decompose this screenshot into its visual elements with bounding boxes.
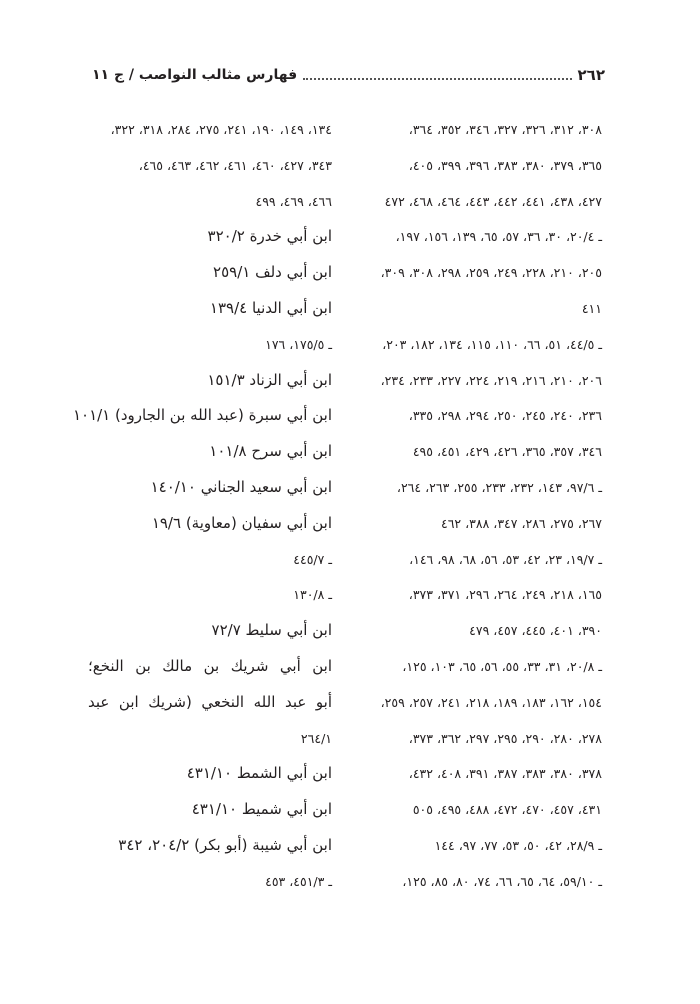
index-entry-line: ٢٦٤/١ — [300, 730, 332, 746]
index-entry-line: ٤٦٦، ٤٦٩، ٤٩٩ — [255, 193, 332, 209]
index-entry-name: ابن أبي الشمط ٤٣١/١٠ — [186, 764, 332, 783]
index-column-right — [352, 112, 602, 900]
index-entry-name: ابن أبي خدرة ٣٢٠/٢ — [207, 227, 332, 246]
index-entry-line: ٤٢٧، ٤٣٨، ٤٤١، ٤٤٢، ٤٤٣، ٤٦٤، ٤٦٨، ٤٧٢ — [384, 193, 602, 209]
index-entry-name: ابن أبي سرح ١٠١/٨ — [209, 442, 332, 461]
index-entry-line: ـ ٢٠/٤، ٣٠، ٣٦، ٥٧، ٦٥، ١٣٩، ١٥٦، ١٩٧، — [395, 229, 602, 245]
dotted-leader — [303, 78, 571, 80]
index-entry-line: ٣٩٠، ٤٠١، ٤٤٥، ٤٥٧، ٤٧٩ — [469, 623, 602, 639]
index-entry-line: ٤٣١، ٤٥٧، ٤٧٠، ٤٧٢، ٤٨٨، ٤٩٥، ٥٠٥ — [412, 802, 602, 818]
index-entry-line: ـ ١٩/٧، ٢٣، ٤٢، ٥٣، ٥٦، ٦٨، ٩٨، ١٤٦، — [409, 551, 602, 567]
index-entry-line: ٣٦٥، ٣٧٩، ٣٨٠، ٣٨٣، ٣٩٦، ٣٩٩، ٤٠٥، — [408, 157, 602, 173]
index-entry-line: ـ ٢٨/٩، ٤٢، ٥٠، ٥٣، ٧٧، ٩٧، ١٤٤ — [434, 837, 602, 853]
index-entry-line: ـ ٢٠/٨، ٣١، ٣٣، ٥٥، ٥٦، ٦٥، ١٠٣، ١٢٥، — [402, 658, 602, 674]
running-header — [92, 62, 605, 88]
index-entry-line: ٣٤٦، ٣٥٧، ٣٦٥، ٤٢٦، ٤٢٩، ٤٥١، ٤٩٥ — [412, 444, 602, 460]
index-entry-line: ٢٠٦، ٢١٠، ٢١٦، ٢١٩، ٢٢٤، ٢٢٧، ٢٣٣، ٢٣٤، — [380, 372, 602, 388]
index-entry-line: ـ ٤٤٥/٧ — [293, 551, 332, 567]
index-entry-name: ابن أبي شريك بن مالك بن النخع؛ — [88, 656, 332, 675]
index-entry-line: ـ ١٧٥/٥، ١٧٦ — [265, 336, 332, 352]
index-entry-line: ٣٤٣، ٤٢٧، ٤٦٠، ٤٦١، ٤٦٢، ٤٦٣، ٤٦٥، — [138, 157, 332, 173]
page-number: ٢٦٢ — [577, 66, 605, 84]
index-entry-name: ابن أبي سعيد الجناني ١٤٠/١٠ — [150, 477, 332, 496]
index-entry-line: ١٥٤، ١٦٢، ١٨٣، ١٨٩، ٢١٨، ٢٤١، ٢٥٧، ٢٥٩، — [380, 694, 602, 710]
index-entry-line: ٢٦٧، ٢٧٥، ٢٨٦، ٣٤٧، ٣٨٨، ٤٦٢ — [440, 515, 602, 531]
index-entry-name: ابن أبي دلف ٢٥٩/١ — [213, 263, 332, 282]
index-entry-name: أبو عبد الله النخعي (شريك ابن عبد — [88, 692, 332, 711]
index-entry-line: ١٣٤، ١٤٩، ١٩٠، ٢٤١، ٢٧٥، ٢٨٤، ٣١٨، ٣٢٢، — [110, 122, 332, 137]
index-entry-name: ابن أبي شيبة (أبو بكر) ٢٠٤/٢، ٣٤٢ — [118, 835, 332, 854]
index-entry-line: ـ ٥٩/١٠، ٦٤، ٦٥، ٦٦، ٧٤، ٨٠، ٨٥، ١٢٥، — [402, 873, 602, 889]
index-entry-line: ٣٠٨، ٣١٢، ٣٢٦، ٣٢٧، ٣٤٦، ٣٥٢، ٣٦٤، — [408, 122, 602, 137]
index-entry-name: ابن أبي سبرة (عبد الله بن الجارود) ١٠١/١ — [72, 406, 332, 425]
running-title: فهارس مثالب النواصب / ج ١١ — [92, 67, 298, 83]
index-entry-line: ٣٧٨، ٣٨٠، ٣٨٣، ٣٨٧، ٣٩١، ٤٠٨، ٤٣٢، — [408, 766, 602, 782]
index-entry-line: ٤١١ — [581, 300, 602, 316]
index-entry-name: ابن أبي سفيان (معاوية) ١٩/٦ — [151, 513, 332, 532]
index-entry-line: ـ ٤٥١/٣، ٤٥٣ — [265, 873, 332, 889]
index-entry-line: ـ ١٣٠/٨ — [293, 587, 332, 603]
index-entry-line: ـ ٤٤/٥، ٥١، ٦٦، ١١٠، ١١٥، ١٣٤، ١٨٢، ٢٠٣، — [382, 336, 602, 352]
index-entry-name: ابن أبي الدنيا ١٣٩/٤ — [209, 298, 332, 317]
index-entry-name: ابن أبي شميط ٤٣١/١٠ — [191, 800, 332, 819]
index-column-left — [72, 112, 332, 900]
index-entry-line: ٢٣٦، ٢٤٠، ٢٤٥، ٢٥٠، ٢٩٤، ٢٩٨، ٣٣٥، — [408, 408, 602, 424]
index-entry-line: ٢٧٨، ٢٨٠، ٢٩٠، ٢٩٥، ٢٩٧، ٣٦٢، ٣٧٣، — [408, 730, 602, 746]
index-entry-line: ـ ٩٧/٦، ١٤٣، ٢٣٢، ٢٣٣، ٢٥٥، ٢٦٣، ٢٦٤، — [396, 479, 602, 495]
index-entry-name: ابن أبي الزناد ١٥١/٣ — [207, 370, 332, 389]
index-entry-line: ٢٠٥، ٢١٠، ٢٢٨، ٢٤٩، ٢٥٩، ٢٩٨، ٣٠٨، ٣٠٩، — [380, 265, 602, 281]
index-entry-name: ابن أبي سليط ٧٢/٧ — [211, 621, 332, 640]
index-entry-line: ١٦٥، ٢١٨، ٢٤٩، ٢٦٤، ٢٩٦، ٣٧١، ٣٧٣، — [408, 587, 602, 603]
